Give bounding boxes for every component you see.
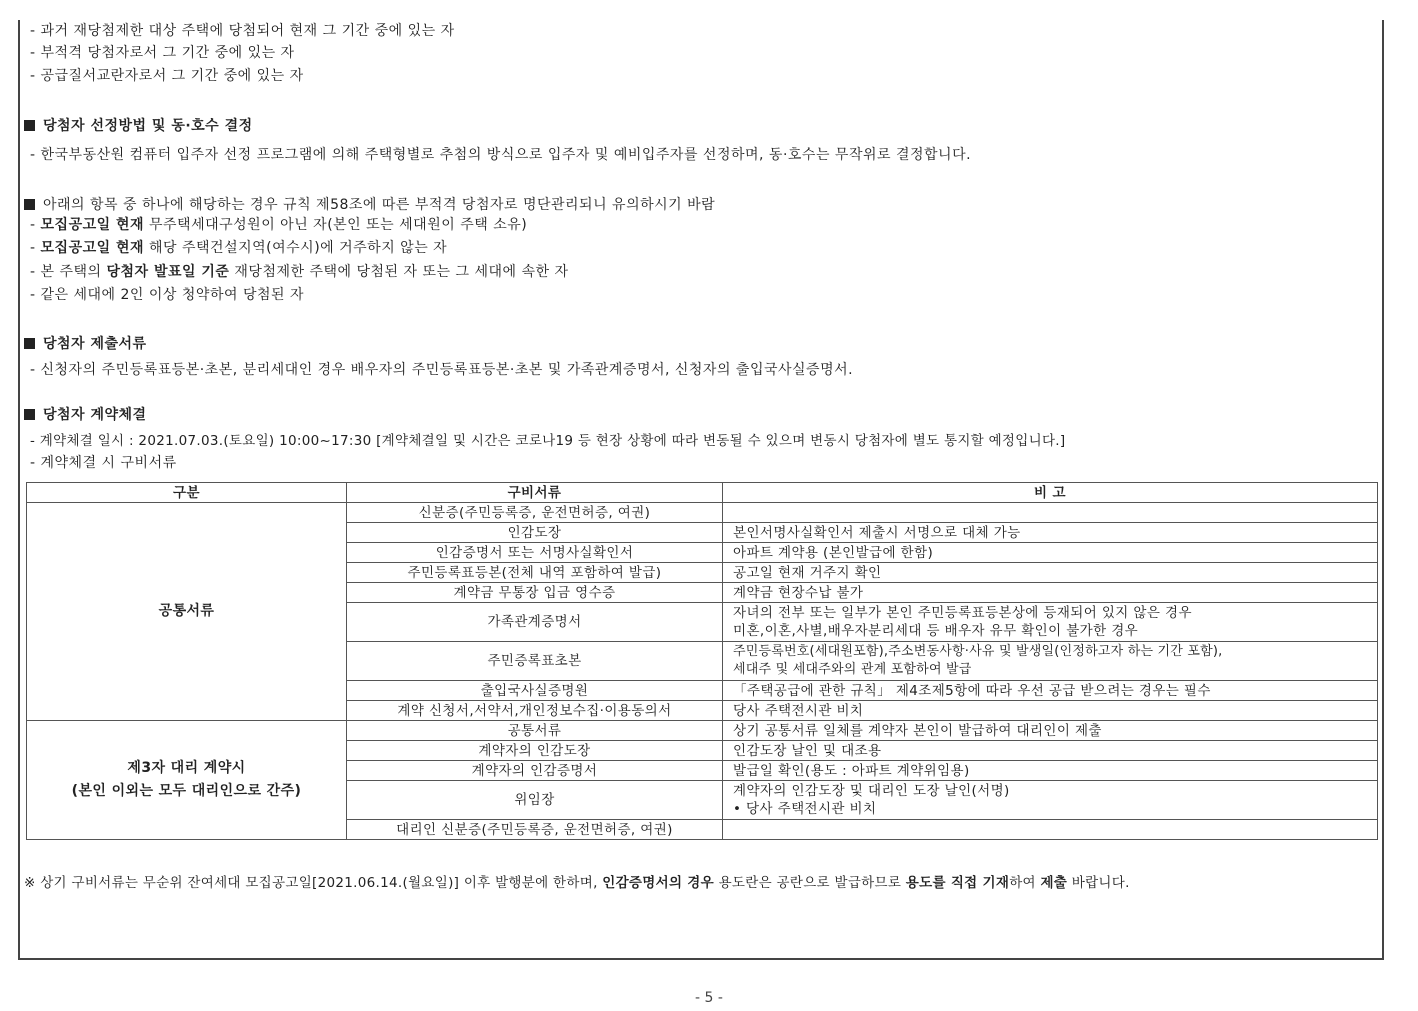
square-bullet-icon xyxy=(24,120,35,131)
table-row xyxy=(27,721,1378,741)
note-cell: 발급일 확인(용도 : 아파트 계약위임용) xyxy=(723,761,1378,781)
note-cell: 자녀의 전부 또는 일부가 본인 주민등록표등본상에 등재되어 있지 않은 경우 미혼,이혼,사별,배우자분리세대 등 배우자 유무 확인이 불가한 경우 xyxy=(723,603,1378,642)
selection-text: - 한국부동산원 컴퓨터 입주자 선정 프로그램에 의해 주택형별로 추첨의 방식으로 입주자 및 예비입주자를 선정하며, 동·호수는 무작위로 결정합니다. xyxy=(30,147,972,163)
header-document: 구비서류 xyxy=(347,483,723,503)
group-proxy: 제3자 대리 계약시 (본인 이외는 모두 대리인으로 간주) xyxy=(27,721,347,840)
intro-item-2: - 부적격 당첨자로서 그 기간 중에 있는 자 xyxy=(30,45,295,61)
intro-item-3: - 공급질서교란자로서 그 기간 중에 있는 자 xyxy=(30,68,304,84)
table-header-row xyxy=(27,483,1378,503)
doc-cell: 주민증록표초본 xyxy=(347,642,723,681)
doc-cell: 인감도장 xyxy=(347,523,723,543)
square-bullet-icon xyxy=(24,409,35,420)
page-frame xyxy=(18,20,1384,960)
header-category: 구분 xyxy=(27,483,347,503)
group-common: 공통서류 xyxy=(27,503,347,721)
contract-heading: 당첨자 계약체결 xyxy=(24,404,147,424)
contract-docs-label: - 계약체결 시 구비서류 xyxy=(30,455,177,471)
ineligible-item-1: - 모집공고일 현재 무주택세대구성원이 아닌 자(본인 또는 세대원이 주택 소유) xyxy=(30,217,528,233)
note-cell: 상기 공통서류 일체를 계약자 본인이 발급하여 대리인이 제출 xyxy=(723,721,1378,741)
note-cell: 주민등록번호(세대원포함),주소변동사항·사유 및 발생일(인정하고자 하는 기간 포함), 세대주 및 세대주와의 관계 포함하여 발급 xyxy=(723,642,1378,681)
square-bullet-icon xyxy=(24,338,35,349)
doc-cell: 신분증(주민등록증, 운전면허증, 여권) xyxy=(347,503,723,523)
doc-cell: 가족관계증명서 xyxy=(347,603,723,642)
ineligible-item-3: - 본 주택의 당첨자 발표일 기준 재당첨제한 주택에 당첨된 자 또는 그 세대에 속한 자 xyxy=(30,264,569,280)
doc-cell: 인감증명서 또는 서명사실확인서 xyxy=(347,543,723,563)
header-note: 비 고 xyxy=(723,483,1378,503)
contract-schedule: - 계약체결 일시 : 2021.07.03.(토요일) 10:00~17:30 [계약체결일 및 시간은 코로나19 등 현장 상황에 따라 변동될 수 있으며 변동시 당첨자에 별도 통지할 예정입니다.] xyxy=(30,433,1066,449)
doc-cell: 계약자의 인감도장 xyxy=(347,741,723,761)
square-bullet-icon xyxy=(24,199,35,210)
doc-cell: 출입국사실증명원 xyxy=(347,681,723,701)
note-cell: 인감도장 날인 및 대조용 xyxy=(723,741,1378,761)
doc-cell: 주민등록표등본(전체 내역 포함하여 발급) xyxy=(347,563,723,583)
note-cell: 본인서명사실확인서 제출시 서명으로 대체 가능 xyxy=(723,523,1378,543)
doc-cell: 공통서류 xyxy=(347,721,723,741)
ineligible-item-4: - 같은 세대에 2인 이상 청약하여 당첨된 자 xyxy=(30,287,304,303)
doc-cell: 대리인 신분증(주민등록증, 운전면허증, 여권) xyxy=(347,820,723,840)
documents-text: - 신청자의 주민등록표등본·초본, 분리세대인 경우 배우자의 주민등록표등본·초본 및 가족관계증명서, 신청자의 출입국사실증명서. xyxy=(30,362,854,378)
documents-heading: 당첨자 제출서류 xyxy=(24,333,147,353)
ineligible-heading: 아래의 항목 중 하나에 해당하는 경우 규칙 제58조에 따른 부적격 당첨자로 명단관리되니 유의하시기 바람 xyxy=(24,194,715,214)
note-cell: 아파트 계약용 (본인발급에 한함) xyxy=(723,543,1378,563)
footnote: ※ 상기 구비서류는 무순위 잔여세대 모집공고일[2021.06.14.(월요일)] 이후 발행분에 한하며, 인감증명서의 경우 용도란은 공란으로 발급하므로 용도를 직접 기재하여 제출 바랍니다. xyxy=(24,875,1130,891)
selection-heading: 당첨자 선정방법 및 동·호수 결정 xyxy=(24,115,253,135)
doc-cell: 계약금 무통장 입금 영수증 xyxy=(347,583,723,603)
doc-cell: 계약자의 인감증명서 xyxy=(347,761,723,781)
note-cell: 계약자의 인감도장 및 대리인 도장 날인(서명) • 당사 주택전시관 비치 xyxy=(723,781,1378,820)
doc-cell: 계약 신청서,서약서,개인정보수집·이용동의서 xyxy=(347,701,723,721)
ineligible-item-2: - 모집공고일 현재 해당 주택건설지역(여수시)에 거주하지 않는 자 xyxy=(30,240,448,256)
note-cell: 공고일 현재 거주지 확인 xyxy=(723,563,1378,583)
note-cell xyxy=(723,503,1378,523)
table-row xyxy=(27,503,1378,523)
note-cell: 계약금 현장수납 불가 xyxy=(723,583,1378,603)
note-cell: 당사 주택전시관 비치 xyxy=(723,701,1378,721)
intro-item-1: - 과거 재당첨제한 대상 주택에 당첨되어 현재 그 기간 중에 있는 자 xyxy=(30,23,455,39)
doc-cell: 위임장 xyxy=(347,781,723,820)
note-cell: 「주택공급에 관한 규칙」 제4조제5항에 따라 우선 공급 받으려는 경우는 필수 xyxy=(723,681,1378,701)
required-documents-table xyxy=(26,482,1378,840)
note-cell xyxy=(723,820,1378,840)
page-number: - 5 - xyxy=(695,990,723,1006)
